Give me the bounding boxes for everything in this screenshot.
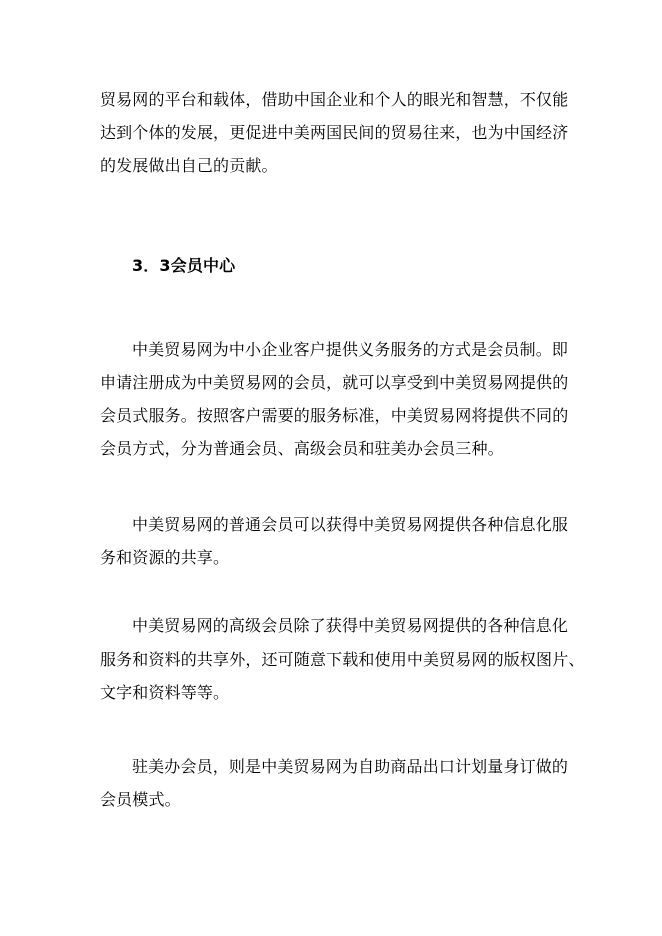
paragraph-line: 文字和资料等等。 — [100, 683, 230, 702]
paragraph-line: 达到个体的发展，更促进中美两国民间的贸易往来，也为中国经济 — [100, 123, 569, 142]
paragraph-line: 中美贸易网的普通会员可以获得中美贸易网提供各种信息化服 — [132, 515, 569, 534]
paragraph-line: 申请注册成为中美贸易网的会员，就可以享受到中美贸易网提供的 — [100, 373, 569, 392]
paragraph-line: 中美贸易网的高级会员除了获得中美贸易网提供的各种信息化 — [132, 616, 569, 635]
paragraph-line: 贸易网的平台和载体，借助中国企业和个人的眼光和智慧，不仅能 — [100, 90, 569, 109]
paragraph-line: 会员式服务。按照客户需要的服务标准，中美贸易网将提供不同的 — [100, 406, 569, 425]
paragraph-line: 的发展做出自己的贡献。 — [100, 156, 278, 175]
paragraph-line: 驻美办会员，则是中美贸易网为自助商品出口计划量身订做的 — [132, 757, 569, 776]
paragraph-line: 务和资源的共享。 — [100, 548, 230, 567]
paragraph-line: 中美贸易网为中小企业客户提供义务服务的方式是会员制。即 — [132, 340, 569, 359]
paragraph-line: 会员模式。 — [100, 790, 181, 809]
section-heading: 3．3会员中心 — [132, 256, 236, 275]
paragraph-line: 会员方式，分为普通会员、高级会员和驻美办会员三种。 — [100, 439, 504, 458]
paragraph-line: 服务和资料的共享外，还可随意下载和使用中美贸易网的版权图片、 — [100, 650, 585, 669]
